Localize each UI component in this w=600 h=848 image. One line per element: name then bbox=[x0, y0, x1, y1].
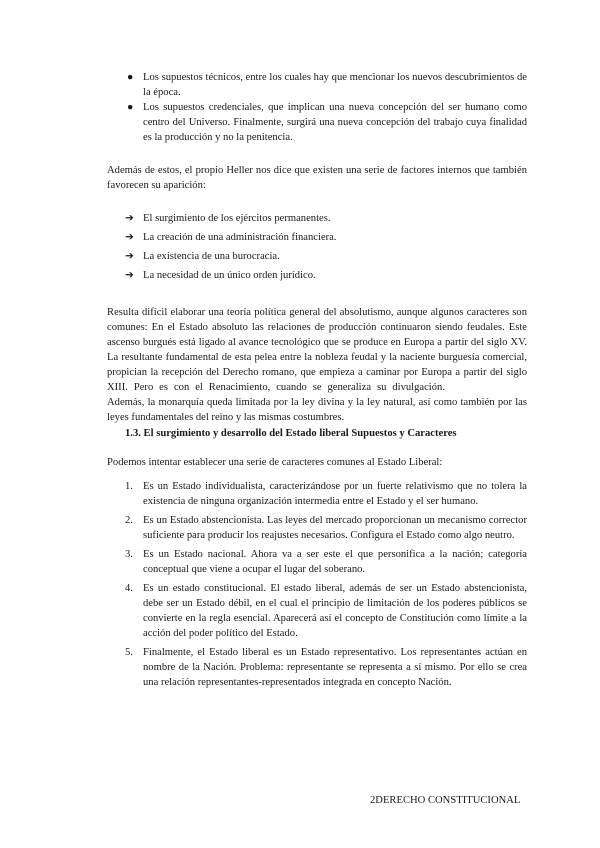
section-heading: 1.3. El surgimiento y desarrollo del Estado liberal Supuestos y Caracteres bbox=[125, 428, 457, 439]
list-item: 5. Finalmente, el Estado liberal es un Estado representativo. Los representantes actúan en nombre de la Nación. Problema: representante se representa a sí mismo. Por ello se crea una relación representantes-representados integrada en concepto Nación. bbox=[125, 647, 527, 688]
list-item: ➔ La necesidad de un único orden jurídico. bbox=[125, 270, 316, 281]
list-item: 4. Es un estado constitucional. El estado liberal, además de ser un Estado abstencionista, debe ser un Estado débil, en el cual el principio de limitación de los poderes públicos se convierte en la regla esencial. Aparecerá así el concepto de Constitución como límite a la acción del poder político del Estado. bbox=[125, 583, 527, 639]
page-footer: 2DERECHO CONSTITUCIONAL bbox=[370, 795, 521, 806]
arrow-right-icon: ➔ bbox=[125, 232, 134, 243]
list-item: ➔ La existencia de una burocracia. bbox=[125, 251, 280, 262]
list-item: ➔ El surgimiento de los ejércitos permanentes. bbox=[125, 213, 331, 224]
list-item: 3. Es un Estado nacional. Ahora va a ser este el que personifica a la nación; categoría conceptual que viene a ocupar el lugar del soberano. bbox=[125, 549, 527, 575]
document-page bbox=[107, 70, 527, 694]
intro-paragraph: Además de estos, el propio Heller nos dice que existen una serie de factores internos que también favorecen su aparición: bbox=[107, 165, 527, 191]
list-item: 2. Es un Estado abstencionista. Las leyes del mercado proporcionan un mecanismo corrector suficiente para producir los reajustes necesarios. Configura el Estado como algo neutro. bbox=[125, 515, 527, 541]
list-item: ➔ La creación de una administración financiera. bbox=[125, 232, 337, 243]
absolutism-paragraph: Resulta difícil elaborar una teoría política general del absolutismo, aunque algunos caracteres son comunes: En el Estado absoluto las relaciones de producción continuaron siendo feudales. Este ascenso burgués está ligado al avance tecnológico que se produce en Europa a partir del siglo XV. La resultante fundamental de esta pelea entre la nobleza feudal y la naciente burguesía comercial, propician la recepción del Derecho romano, que empieza a caminar por Europa a partir del siglo XIII. Pero es con el Renacimiento, cuando se generaliza su divulgación.Además, la monarquía queda limitada por la ley divina y la ley natural, así como también por las leyes fundamentales del reino y las mismas costumbres. bbox=[107, 307, 527, 423]
factores-list bbox=[107, 211, 527, 283]
arrow-right-icon: ➔ bbox=[125, 213, 134, 224]
list-item: ● Los supuestos credenciales, que implican una nueva concepción del ser humano como centro del Universo. Finalmente, surgirá una nueva concepción del trabajo cuya finalidad es la producción y no la penitencia. bbox=[127, 102, 527, 143]
liberal-intro-paragraph: Podemos intentar establecer una serie de caracteres comunes al Estado Liberal: bbox=[107, 457, 443, 468]
supuestos-list bbox=[107, 70, 527, 145]
bullet-icon: ● bbox=[127, 72, 134, 83]
bullet-icon: ● bbox=[127, 102, 134, 113]
list-item: ● Los supuestos técnicos, entre los cuales hay que mencionar los nuevos descubrimientos de la época. bbox=[127, 72, 527, 98]
list-item: 1. Es un Estado individualista, caracterizándose por un fuerte relativismo que no tolera la existencia de ninguna organización intermedia entre el Estado y el ser humano. bbox=[125, 481, 527, 507]
arrow-right-icon: ➔ bbox=[125, 270, 134, 281]
arrow-right-icon: ➔ bbox=[125, 251, 134, 262]
caracteres-list bbox=[107, 479, 527, 690]
